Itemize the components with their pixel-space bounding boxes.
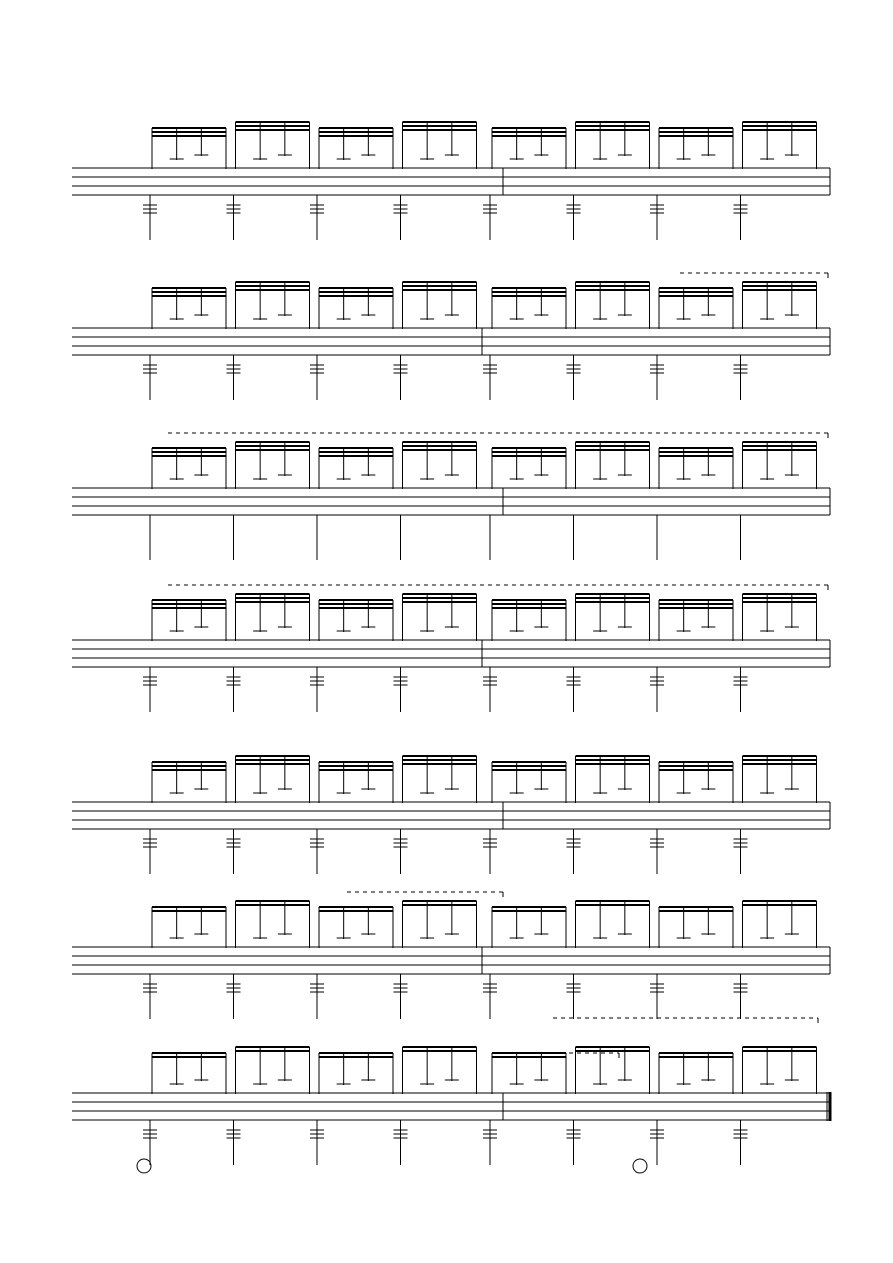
beamed-group bbox=[394, 282, 477, 400]
beamed-group bbox=[143, 288, 226, 400]
circle-marker bbox=[633, 1159, 647, 1173]
beamed-group bbox=[310, 762, 393, 874]
beamed-group bbox=[317, 448, 393, 560]
beamed-group bbox=[310, 128, 393, 240]
beamed-group bbox=[227, 756, 310, 874]
beamed-group bbox=[734, 122, 817, 240]
beamed-group bbox=[574, 442, 650, 560]
beamed-group bbox=[401, 442, 477, 560]
system-1 bbox=[72, 122, 830, 240]
beamed-group bbox=[227, 122, 310, 240]
beamed-group bbox=[483, 762, 566, 874]
beamed-group bbox=[227, 1047, 310, 1165]
beamed-group bbox=[567, 122, 650, 240]
beamed-group bbox=[567, 756, 650, 874]
system-5 bbox=[72, 756, 830, 874]
beamed-group bbox=[394, 1047, 477, 1165]
beamed-group bbox=[150, 448, 226, 560]
beamed-group bbox=[734, 901, 817, 1019]
beamed-group bbox=[741, 442, 817, 560]
beamed-group bbox=[394, 122, 477, 240]
beamed-group bbox=[234, 442, 310, 560]
beamed-group bbox=[143, 600, 226, 712]
beamed-group bbox=[483, 600, 566, 712]
beamed-group bbox=[143, 128, 226, 240]
beamed-group bbox=[394, 756, 477, 874]
beamed-group bbox=[650, 1053, 733, 1165]
beamed-group bbox=[650, 762, 733, 874]
beamed-group bbox=[734, 594, 817, 712]
beamed-group bbox=[483, 288, 566, 400]
beamed-group bbox=[483, 1053, 566, 1165]
beamed-group bbox=[394, 594, 477, 712]
beamed-group bbox=[483, 128, 566, 240]
beamed-group bbox=[567, 901, 650, 1019]
beamed-group bbox=[310, 288, 393, 400]
system-2 bbox=[72, 273, 830, 400]
beamed-group bbox=[143, 762, 226, 874]
beamed-group bbox=[657, 448, 733, 560]
system-3 bbox=[72, 433, 830, 560]
beamed-group bbox=[650, 907, 733, 1019]
beamed-group bbox=[227, 282, 310, 400]
beamed-group bbox=[143, 907, 226, 1019]
system-6 bbox=[72, 892, 830, 1019]
beamed-group bbox=[734, 1047, 817, 1165]
circle-marker bbox=[137, 1159, 151, 1173]
score-systems bbox=[72, 122, 830, 1173]
beamed-group bbox=[567, 1047, 650, 1165]
beamed-group bbox=[650, 128, 733, 240]
beamed-group bbox=[734, 756, 817, 874]
beamed-group bbox=[394, 901, 477, 1019]
beamed-group bbox=[650, 288, 733, 400]
beamed-group bbox=[310, 907, 393, 1019]
beamed-group bbox=[483, 907, 566, 1019]
beamed-group bbox=[227, 594, 310, 712]
beamed-group bbox=[310, 1053, 393, 1165]
beamed-group bbox=[310, 600, 393, 712]
beamed-group bbox=[143, 1053, 226, 1165]
beamed-group bbox=[567, 594, 650, 712]
beamed-group bbox=[490, 448, 566, 560]
system-7 bbox=[72, 1018, 830, 1173]
system-4 bbox=[72, 585, 830, 712]
beamed-group bbox=[734, 282, 817, 400]
beamed-group bbox=[567, 282, 650, 400]
beamed-group bbox=[650, 600, 733, 712]
beamed-group bbox=[227, 901, 310, 1019]
